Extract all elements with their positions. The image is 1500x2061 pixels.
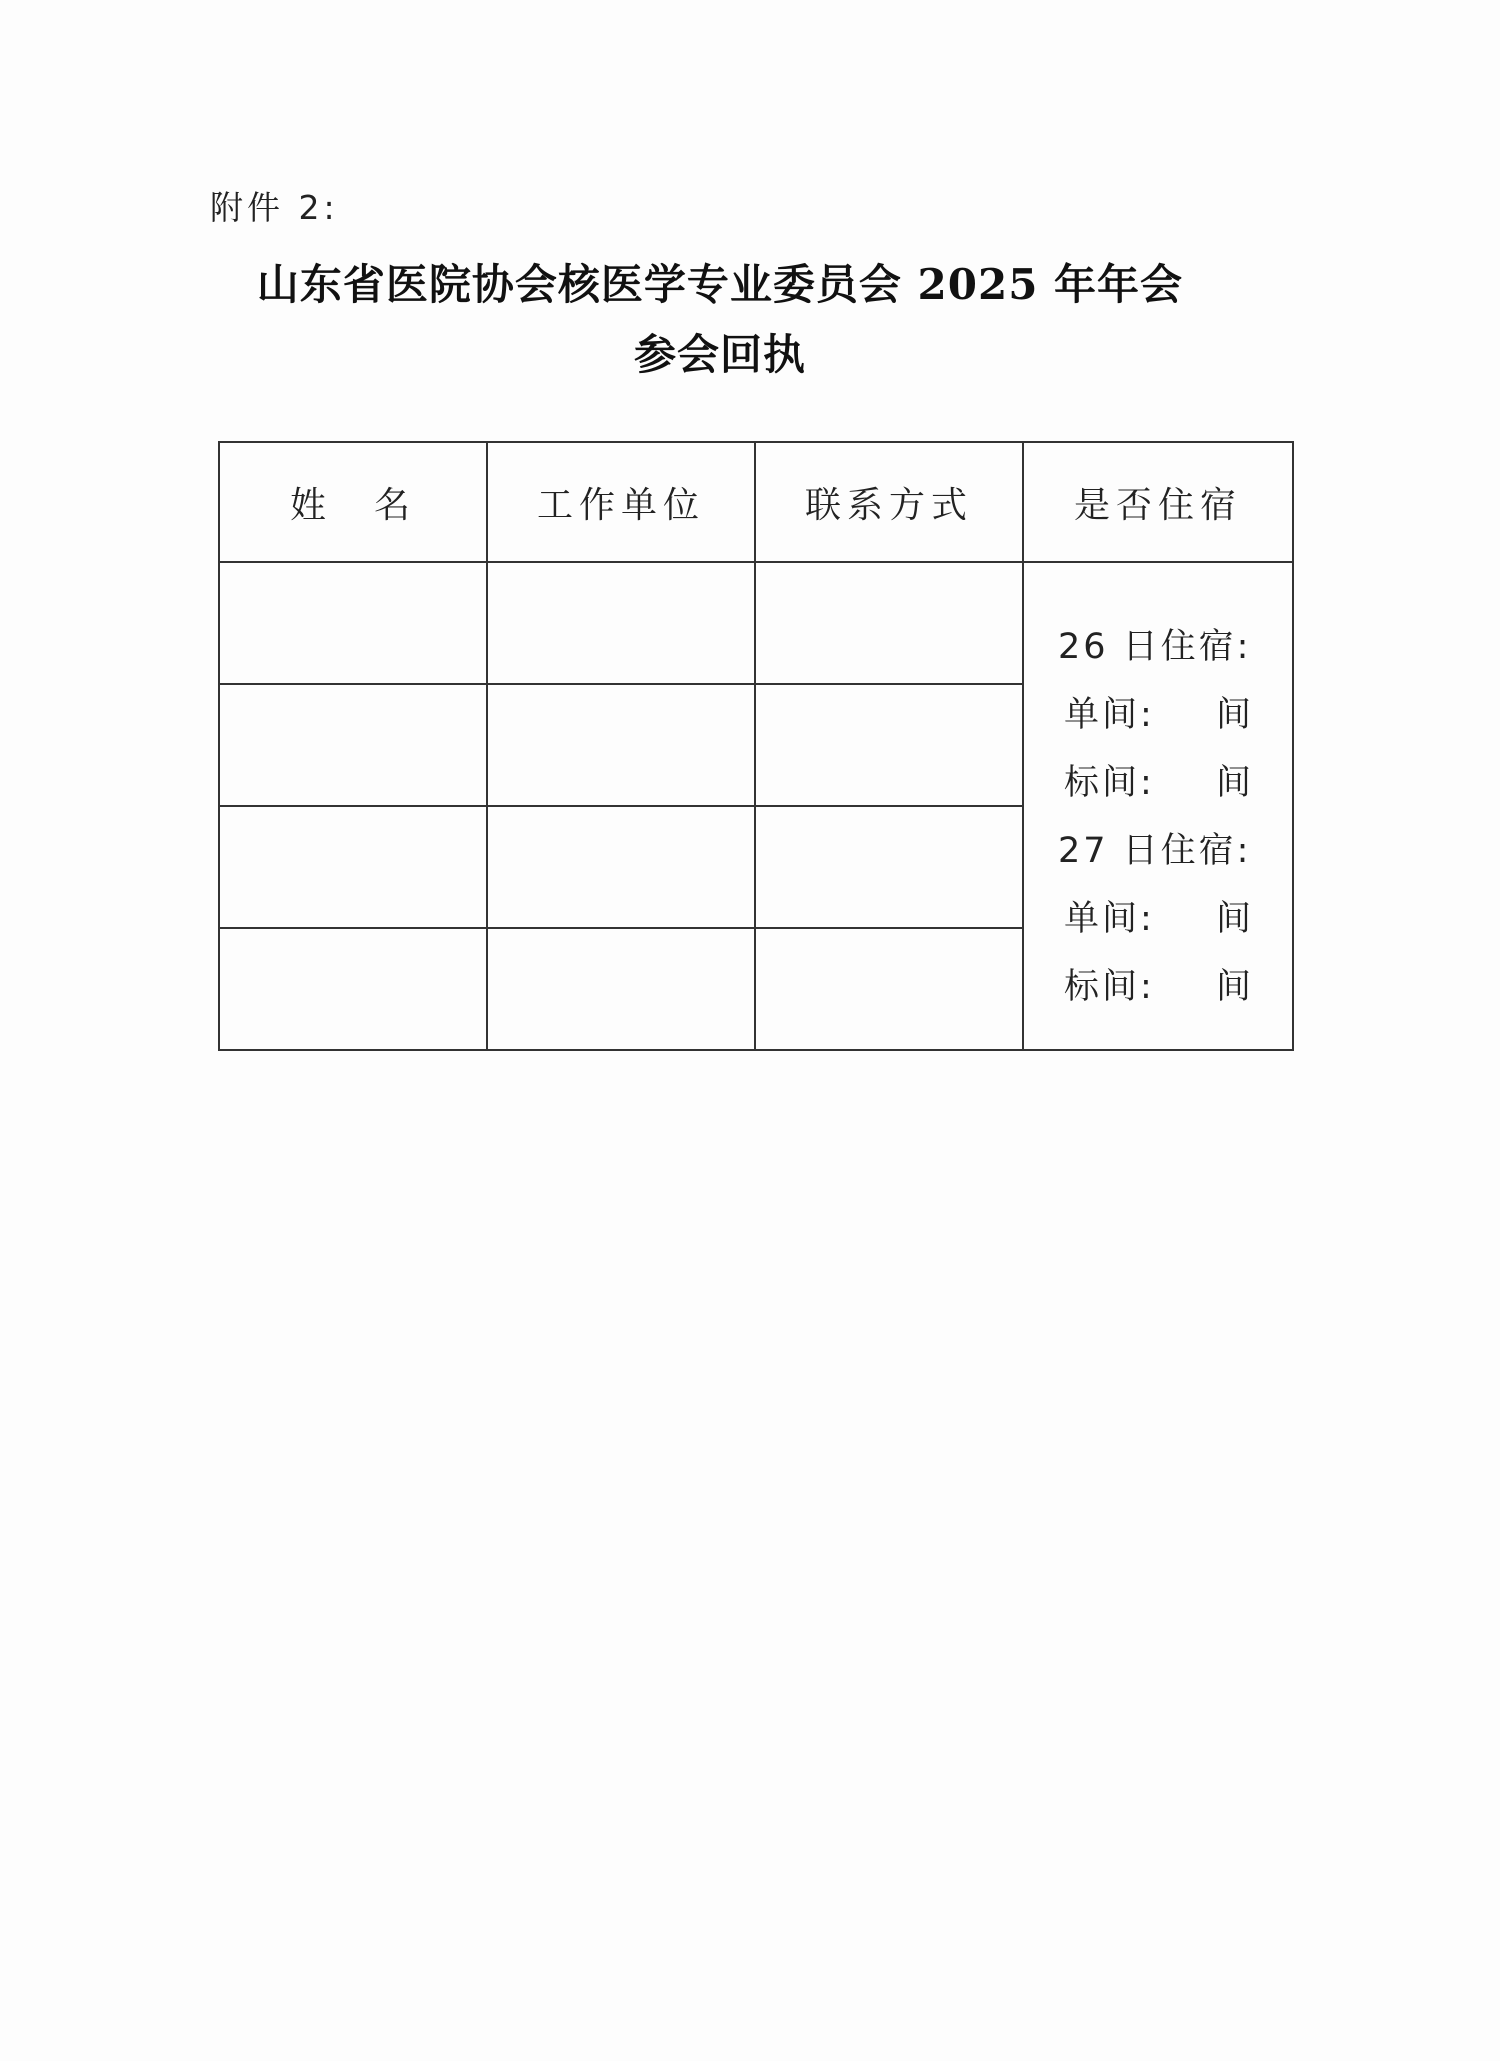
document-subtitle: 参会回执 xyxy=(633,330,806,379)
lodging-details xyxy=(1024,563,1292,1021)
contact-cell[interactable] xyxy=(755,684,1023,806)
lodging-day26-label: 26 日住宿: xyxy=(1058,627,1252,667)
table-row xyxy=(219,562,1293,684)
name-cell[interactable] xyxy=(219,562,487,684)
registration-table xyxy=(218,441,1294,1051)
single-room-label: 单间: xyxy=(1064,695,1155,735)
name-cell[interactable] xyxy=(219,806,487,928)
contact-cell[interactable] xyxy=(755,562,1023,684)
header-name: 姓 名 xyxy=(219,442,487,562)
room-unit: 间 xyxy=(1215,899,1254,939)
room-unit: 间 xyxy=(1215,763,1254,803)
lodging-day27-label: 27 日住宿: xyxy=(1058,831,1252,871)
attachment-label: 附件 2: xyxy=(210,188,339,227)
standard-room-label: 标间: xyxy=(1064,763,1155,803)
header-work-unit: 工作单位 xyxy=(487,442,755,562)
standard-room-label: 标间: xyxy=(1064,967,1155,1007)
single-room-label: 单间: xyxy=(1064,899,1155,939)
lodging-day27-single xyxy=(1058,885,1254,953)
work-unit-cell[interactable] xyxy=(487,562,755,684)
table-header-row xyxy=(219,442,1293,562)
contact-cell[interactable] xyxy=(755,928,1023,1050)
lodging-cell[interactable] xyxy=(1023,562,1293,1050)
lodging-day27-standard xyxy=(1058,953,1254,1021)
header-contact: 联系方式 xyxy=(755,442,1023,562)
room-unit: 间 xyxy=(1215,967,1254,1007)
name-cell[interactable] xyxy=(219,928,487,1050)
room-unit: 间 xyxy=(1215,695,1254,735)
lodging-day26-standard xyxy=(1058,749,1254,817)
header-lodging: 是否住宿 xyxy=(1023,442,1293,562)
contact-cell[interactable] xyxy=(755,806,1023,928)
name-cell[interactable] xyxy=(219,684,487,806)
work-unit-cell[interactable] xyxy=(487,684,755,806)
work-unit-cell[interactable] xyxy=(487,806,755,928)
work-unit-cell[interactable] xyxy=(487,928,755,1050)
lodging-day26-single xyxy=(1058,681,1254,749)
document-title: 山东省医院协会核医学专业委员会 2025 年年会 xyxy=(256,260,1184,309)
